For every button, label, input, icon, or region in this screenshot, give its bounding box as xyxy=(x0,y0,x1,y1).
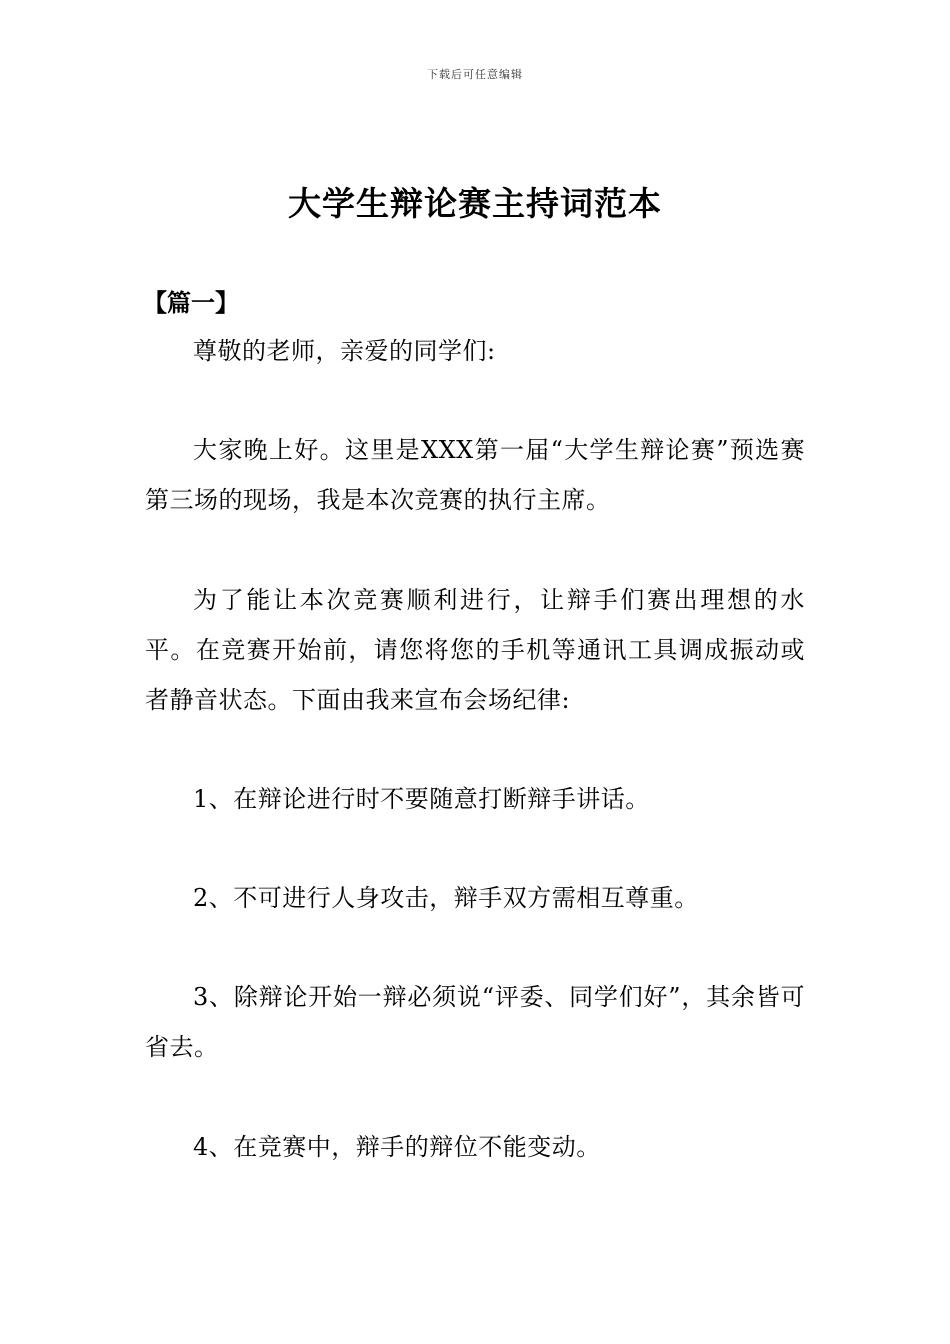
section-label: 【篇一】 xyxy=(143,289,239,317)
paragraph-opening: 大家晚上好。这里是XXX第一届“大学生辩论赛”预选赛第三场的现场，我是本次竞赛的执行主席。 xyxy=(145,436,805,514)
paragraph-rules-intro: 为了能让本次竞赛顺利进行，让辩手们赛出理想的水平。在竞赛开始前，请您将您的手机等通讯工具调成振动或者静音状态。下面由我来宣布会场纪律: xyxy=(145,586,805,714)
paragraph-rule-1: 1、在辩论进行时不要随意打断辩手讲话。 xyxy=(193,785,650,813)
paragraph-rule-4: 4、在竞赛中，辩手的辩位不能变动。 xyxy=(193,1133,601,1161)
paragraph-rule-3: 3、除辩论开始一辩必须说“评委、同学们好”，其余皆可省去。 xyxy=(145,983,805,1061)
paragraph-rule-2: 2、不可进行人身攻击，辩手双方需相互尊重。 xyxy=(193,884,699,912)
header-note: 下载后可任意编辑 xyxy=(427,68,523,81)
document-title: 大学生辩论赛主持词范本 xyxy=(288,184,662,223)
paragraph-greeting: 尊敬的老师，亲爱的同学们: xyxy=(193,337,496,365)
